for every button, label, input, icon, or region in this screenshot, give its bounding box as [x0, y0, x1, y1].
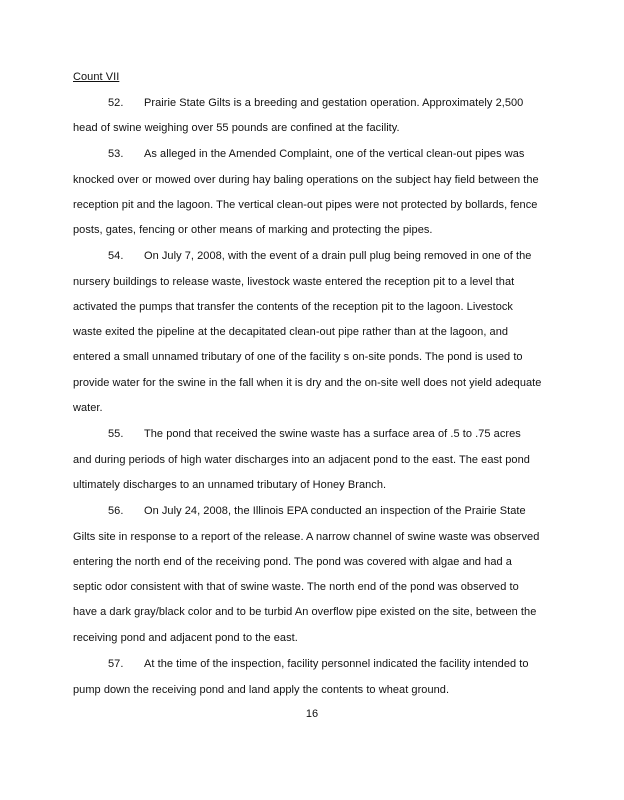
paragraph-54-line-1 [73, 249, 531, 263]
paragraph-53-line-4: posts, gates, fencing or other means of marking and protecting the pipes. [73, 224, 433, 236]
paragraph-56-line-5: have a dark gray/black color and to be turbid An overflow pipe existed on the site, between the [73, 606, 537, 618]
paragraph-56-line-1 [73, 504, 526, 518]
paragraph-number: 55. [108, 428, 124, 440]
section-heading: Count VII [73, 71, 120, 83]
paragraph-55-line-1 [73, 427, 521, 441]
paragraph-55-line-3: ultimately discharges to an unnamed tributary of Honey Branch. [73, 479, 387, 491]
paragraph-53-line-1 [73, 147, 524, 161]
paragraph-56-line-2: Gilts site in response to a report of the release. A narrow channel of swine waste was observed [73, 531, 540, 543]
paragraph-54-line-6: provide water for the swine in the fall when it is dry and the on-site well does not yield adequate [73, 377, 542, 389]
paragraph-text: As alleged in the Amended Complaint, one of the vertical clean-out pipes was [144, 148, 525, 160]
paragraph-number: 52. [108, 97, 124, 109]
paragraph-56-line-3: entering the north end of the receiving pond. The pond was covered with algae and had a [73, 556, 512, 568]
paragraph-54-line-7: water. [73, 402, 103, 414]
paragraph-54-line-3: activated the pumps that transfer the contents of the reception pit to the lagoon. Livestock [73, 301, 513, 313]
paragraph-55-line-2: and during periods of high water discharges into an adjacent pond to the east. The east pond [73, 454, 530, 466]
paragraph-54-line-2: nursery buildings to release waste, livestock waste entered the reception pit to a level that [73, 276, 515, 288]
paragraph-number: 53. [108, 148, 124, 160]
paragraph-54-line-4: waste exited the pipeline at the decapitated clean-out pipe rather than at the lagoon, and [73, 326, 509, 338]
page-number: 16 [305, 708, 319, 720]
paragraph-53-line-3: reception pit and the lagoon. The vertical clean-out pipes were not protected by bollards, fence [73, 199, 538, 211]
paragraph-56-line-6: receiving pond and adjacent pond to the east. [73, 632, 298, 644]
paragraph-number: 54. [108, 250, 124, 262]
paragraph-text: At the time of the inspection, facility personnel indicated the facility intended to [144, 658, 529, 670]
paragraph-number: 57. [108, 658, 124, 670]
paragraph-56-line-4: septic odor consistent with that of swine waste. The north end of the pond was observed to [73, 581, 519, 593]
paragraph-text: On July 7, 2008, with the event of a drain pull plug being removed in one of the [144, 250, 532, 262]
paragraph-text: The pond that received the swine waste has a surface area of .5 to .75 acres [144, 428, 521, 440]
paragraph-52-line-2: head of swine weighing over 55 pounds are confined at the facility. [73, 122, 400, 134]
paragraph-53-line-2: knocked over or mowed over during hay baling operations on the subject hay field between the [73, 174, 539, 186]
paragraph-57-line-2: pump down the receiving pond and land apply the contents to wheat ground. [73, 684, 450, 696]
paragraph-text: On July 24, 2008, the Illinois EPA conducted an inspection of the Prairie State [144, 505, 526, 517]
paragraph-text: Prairie State Gilts is a breeding and gestation operation. Approximately 2,500 [144, 97, 524, 109]
paragraph-52-line-1 [73, 96, 523, 110]
paragraph-57-line-1 [73, 657, 529, 671]
paragraph-number: 56. [108, 505, 124, 517]
paragraph-54-line-5: entered a small unnamed tributary of one of the facility s on-site ponds. The pond is used to [73, 351, 523, 363]
